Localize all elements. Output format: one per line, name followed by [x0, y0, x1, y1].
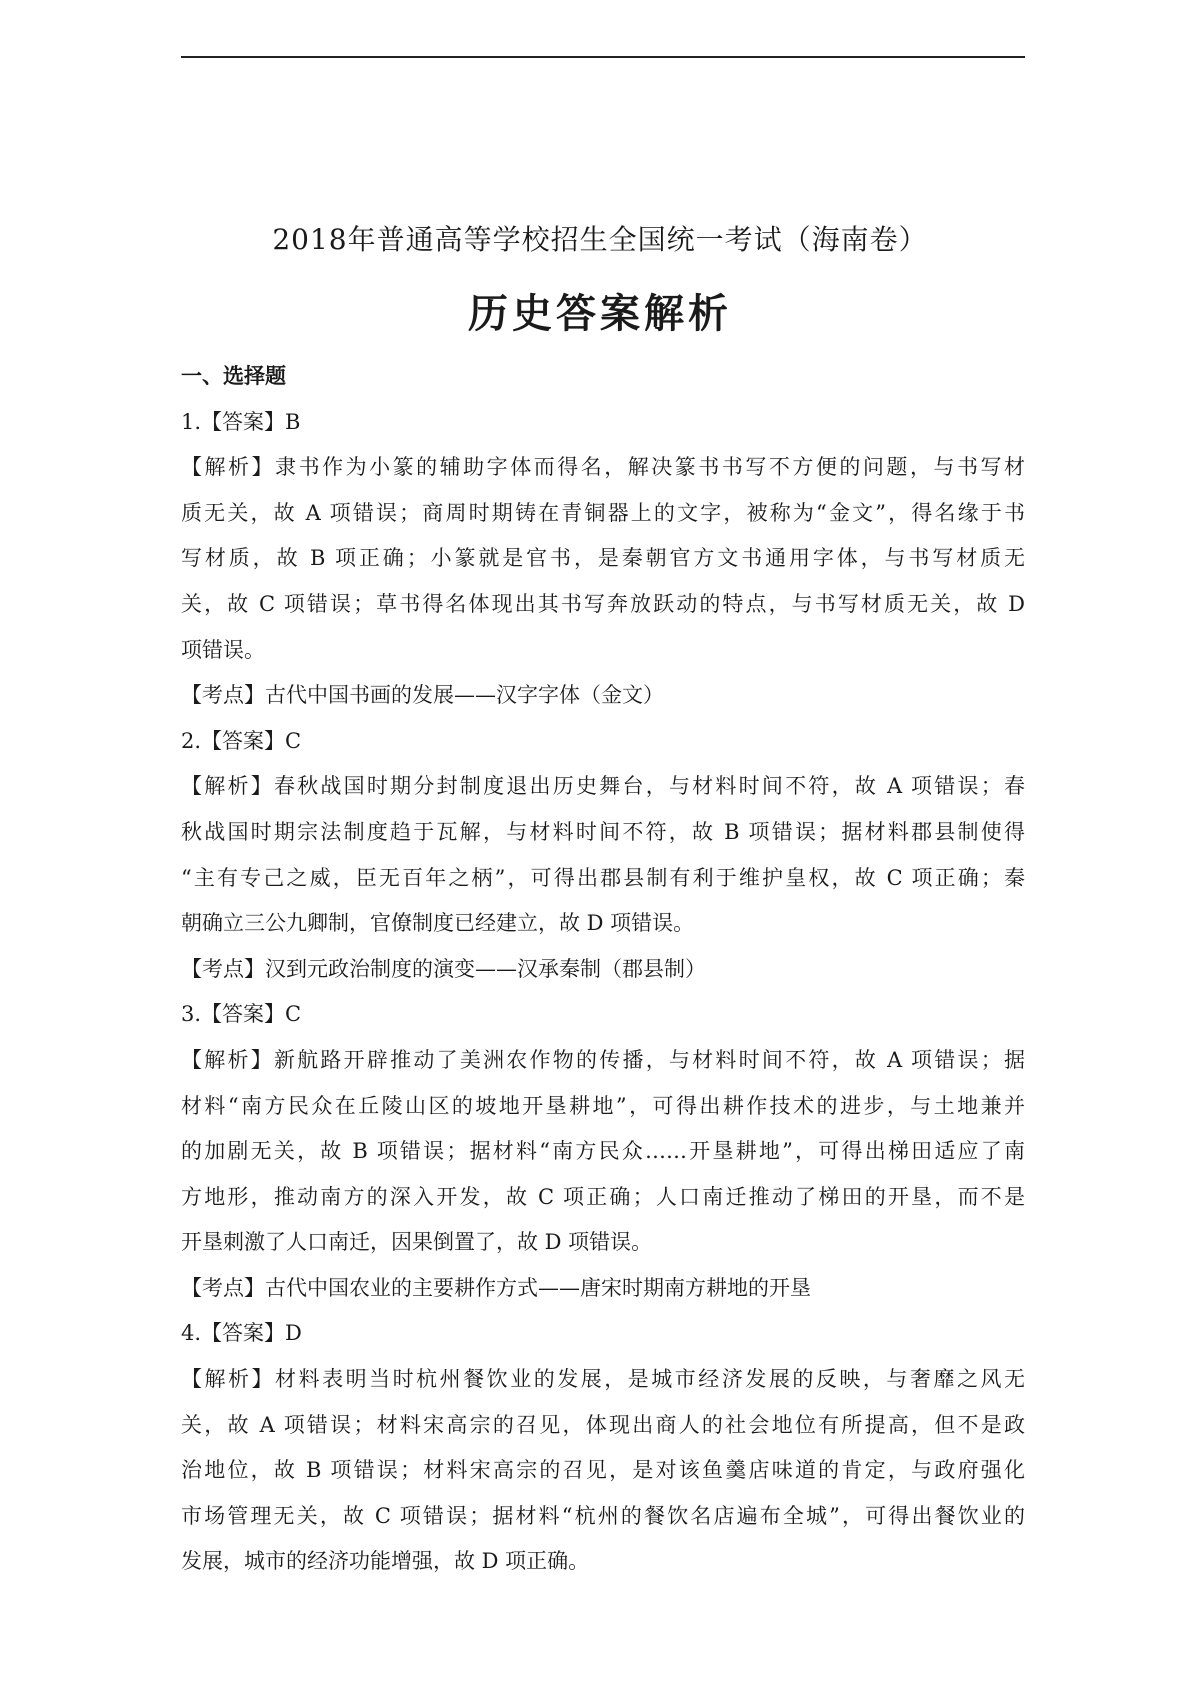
q1-analysis-line: 写材质，故 B 项正确；小篆就是官书，是秦朝官方文书通用字体，与书写材质无: [181, 546, 1025, 571]
q3-answer: 3.【答案】C: [181, 1002, 302, 1027]
q1-key-point: 【考点】古代中国书画的发展——汉字字体（金文）: [181, 683, 664, 708]
q3-analysis-line: 材料“南方民众在丘陵山区的坡地开垦耕地”，可得出耕作技术的进步，与土地兼并: [181, 1093, 1025, 1118]
q2-analysis-line: 秋战国时期宗法制度趋于瓦解，与材料时间不符，故 B 项错误；据材料郡县制使得: [181, 819, 1025, 844]
answer-content: [181, 354, 1025, 1585]
q2-answer: 2.【答案】C: [181, 728, 302, 753]
q4-analysis-line: 【解析】材料表明当时杭州餐饮业的发展，是城市经济发展的反映，与奢靡之风无: [181, 1367, 1025, 1392]
q3-analysis-line: 的加剧无关，故 B 项错误；据材料“南方民众……开垦耕地”，可得出梯田适应了南: [181, 1139, 1025, 1164]
q4-analysis-line: 市场管理无关，故 C 项错误；据材料“杭州的餐饮名店遍布全城”，可得出餐饮业的: [181, 1503, 1025, 1528]
q1-analysis-line: 质无关，故 A 项错误；商周时期铸在青铜器上的文字，被称为“金文”，得名缘于书: [181, 500, 1025, 525]
q2-analysis-line: 【解析】春秋战国时期分封制度退出历史舞台，与材料时间不符，故 A 项错误；春: [181, 774, 1025, 799]
q1-analysis-line: 关，故 C 项错误；草书得名体现出其书写奔放跃动的特点，与书写材质无关，故 D: [181, 591, 1025, 616]
q1-analysis-line: 项错误。: [181, 637, 265, 662]
q1-analysis-line: 【解析】隶书作为小篆的辅助字体而得名，解决篆书书写不方便的问题，与书写材: [181, 455, 1025, 480]
q1-answer: 1.【答案】B: [181, 409, 301, 434]
q2-analysis-line: 朝确立三公九卿制，官僚制度已经建立，故 D 项错误。: [181, 911, 695, 936]
q3-analysis-line: 【解析】新航路开辟推动了美洲农作物的传播，与材料时间不符，故 A 项错误；据: [181, 1047, 1025, 1072]
document-title: 历史答案解析: [468, 291, 732, 337]
q2-analysis-line: “主有专己之威，臣无百年之柄”，可得出郡县制有利于维护皇权，故 C 项正确；秦: [181, 865, 1025, 890]
q4-analysis-line: 治地位，故 B 项错误；材料宋高宗的召见，是对该鱼羹店味道的肯定，与政府强化: [181, 1458, 1025, 1483]
exam-title: 2018年普通高等学校招生全国统一考试（海南卷）: [272, 223, 928, 256]
section-heading: 一、选择题: [181, 364, 286, 388]
q4-answer: 4.【答案】D: [181, 1321, 302, 1346]
q4-analysis-line: 关，故 A 项错误；材料宋高宗的召见，体现出商人的社会地位有所提高，但不是政: [181, 1412, 1025, 1437]
q3-key-point: 【考点】古代中国农业的主要耕作方式——唐宋时期南方耕地的开垦: [181, 1275, 811, 1300]
q3-analysis-line: 方地形，推动南方的深入开发，故 C 项正确；人口南迁推动了梯田的开垦，而不是: [181, 1184, 1025, 1209]
q3-analysis-line: 开垦刺激了人口南迁，因果倒置了，故 D 项错误。: [181, 1230, 653, 1255]
q4-analysis-line: 发展，城市的经济功能增强，故 D 项正确。: [181, 1549, 590, 1574]
q2-key-point: 【考点】汉到元政治制度的演变——汉承秦制（郡县制）: [181, 956, 706, 981]
header-rule: [181, 56, 1025, 58]
